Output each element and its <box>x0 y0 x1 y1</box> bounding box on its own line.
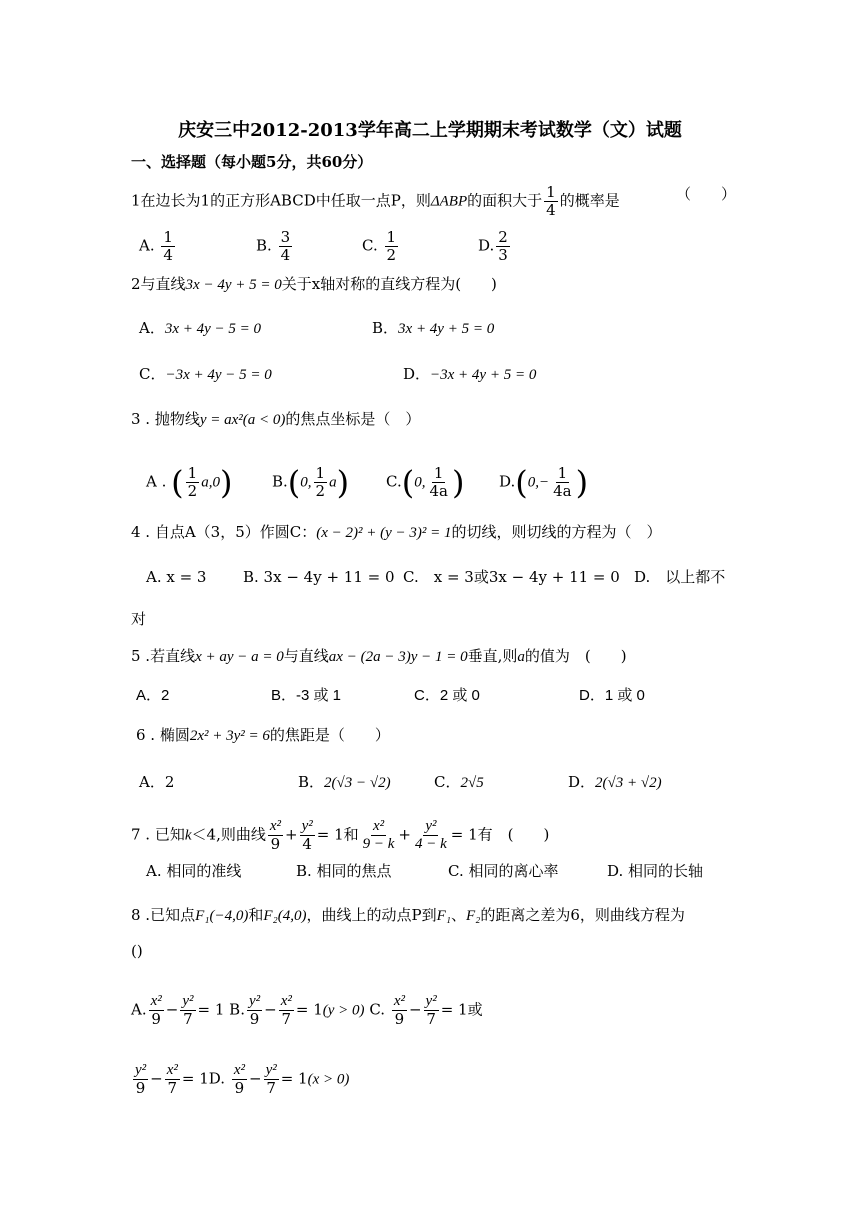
q3-option-a: A . ( $\frac{1}{2}$ a,0) <box>146 463 233 502</box>
q7-option-d: D. 相同的长轴 <box>607 862 704 880</box>
q5-option-d: D．1 或 0 <box>579 687 645 704</box>
section-heading: 一、选择题（每小题5分，共60分） <box>131 153 373 171</box>
answer-paren: （ ） <box>676 185 737 203</box>
q4-option-d: D. 以上都不 <box>634 568 726 586</box>
q2-option-c: C．−3x + 4y − 5 = 0 <box>139 365 272 383</box>
question-1: 1在边长为1的正方形ABCD中任取一点P，则ΔABP的面积大于 $\frac{1}{4}$ 的概率是 <box>131 183 620 219</box>
q7-option-a: A. 相同的准线 <box>146 862 242 880</box>
q6-option-b: B．2(√3 − √2) <box>298 773 391 791</box>
q8-options-row-1: A. $\frac{\text{x²}}{9}$ − $\frac{\text{y²}}{7}$ = 1 B. $\frac{\text{y²}}{9}$ − $\frac{\text{x²}}{7}$ = 1(y > 0) C. $\frac{\text{x²}}{9}$ − $\frac{\text{y²}}{7}$ = 1或 <box>131 993 483 1028</box>
q7-option-b: B. 相同的焦点 <box>296 862 392 880</box>
q1-option-c: C. $\frac{1}{2}$ <box>362 228 397 264</box>
q2-option-b: B．3x + 4y + 5 = 0 <box>372 319 495 337</box>
fraction: $\frac{1}{4}$ <box>546 183 556 219</box>
q3-option-c: C.(0, $\frac{1}{4a}$ ) <box>386 463 465 502</box>
q2-option-a: A．3x + 4y − 5 = 0 <box>139 319 262 337</box>
q5-option-b: B．-3 或 1 <box>271 687 342 704</box>
q6-option-a: A．2 <box>139 773 175 791</box>
question-5: 5 .若直线x + ay − a = 0与直线ax − (2a − 3)y − 1 = 0垂直,则a的值为 ( ) <box>131 647 627 665</box>
q3-option-d: D.(0,− $\frac{1}{4a}$ ) <box>499 463 589 502</box>
q7-option-c: C. 相同的离心率 <box>448 862 559 880</box>
question-4: 4 . 自点A（3，5）作圆C：(x − 2)² + (y − 3)² = 1的切线，则切线的方程为（ ） <box>131 523 662 541</box>
q4-option-c: C. x = 3或3x − 4y + 11 = 0 <box>403 568 620 586</box>
q5-option-a: A．2 <box>136 687 170 704</box>
q5-option-c: C．2 或 0 <box>414 687 480 704</box>
q1-option-a: A. $\frac{1}{4}$ <box>139 228 173 264</box>
q8-options-row-2: $\frac{\text{y²}}{9}$ − $\frac{\text{x²}}{7}$ = 1D. $\frac{\text{x²}}{9}$ − $\frac{\text{y²}}{7}$ = 1(x > 0) <box>135 1062 350 1097</box>
q6-option-c: C．2√5 <box>434 773 484 791</box>
q6-option-d: D．2(√3 + √2) <box>568 773 662 791</box>
q1-option-b: B. $\frac{3}{4}$ <box>256 228 291 264</box>
question-2: 2与直线3x − 4y + 5 = 0关于x轴对称的直线方程为( ) <box>131 275 497 293</box>
q4-option-a: A. x = 3 <box>146 568 207 586</box>
question-6: 6 . 椭圆2x² + 3y² = 6的焦距是（ ） <box>136 726 390 744</box>
q3-option-b: B.(0, $\frac{1}{2}$ a) <box>272 463 350 502</box>
q4-option-b: B. 3x − 4y + 11 = 0 <box>243 568 395 586</box>
page-title: 庆安三中2012-2013学年高二上学期期末考试数学（文）试题 <box>178 120 682 141</box>
question-3: 3 . 抛物线y = ax²(a < 0)的焦点坐标是（ ） <box>131 410 421 428</box>
q1-option-d: D. $\frac{2}{3}$ <box>478 228 508 264</box>
q4-continuation: 对 <box>131 610 147 628</box>
question-7: 7 . 已知k＜4,则曲线 $\frac{\text{x²}}{9}$ + $\frac{\text{y²}}{4}$ = 1和 $\frac{\text{x²}}{9 - k}$ + $\frac{\text{y²}}{4 - k}$ = 1有 ( ) <box>131 818 550 853</box>
q2-option-d: D．−3x + 4y + 5 = 0 <box>403 365 537 383</box>
question-8: 8 .已知点F₁(−4,0)和F₂(4,0)，曲线上的动点P到F₁、F₂的距离之差为6，则曲线方程为 <box>131 906 685 924</box>
q8-paren: () <box>131 942 143 960</box>
